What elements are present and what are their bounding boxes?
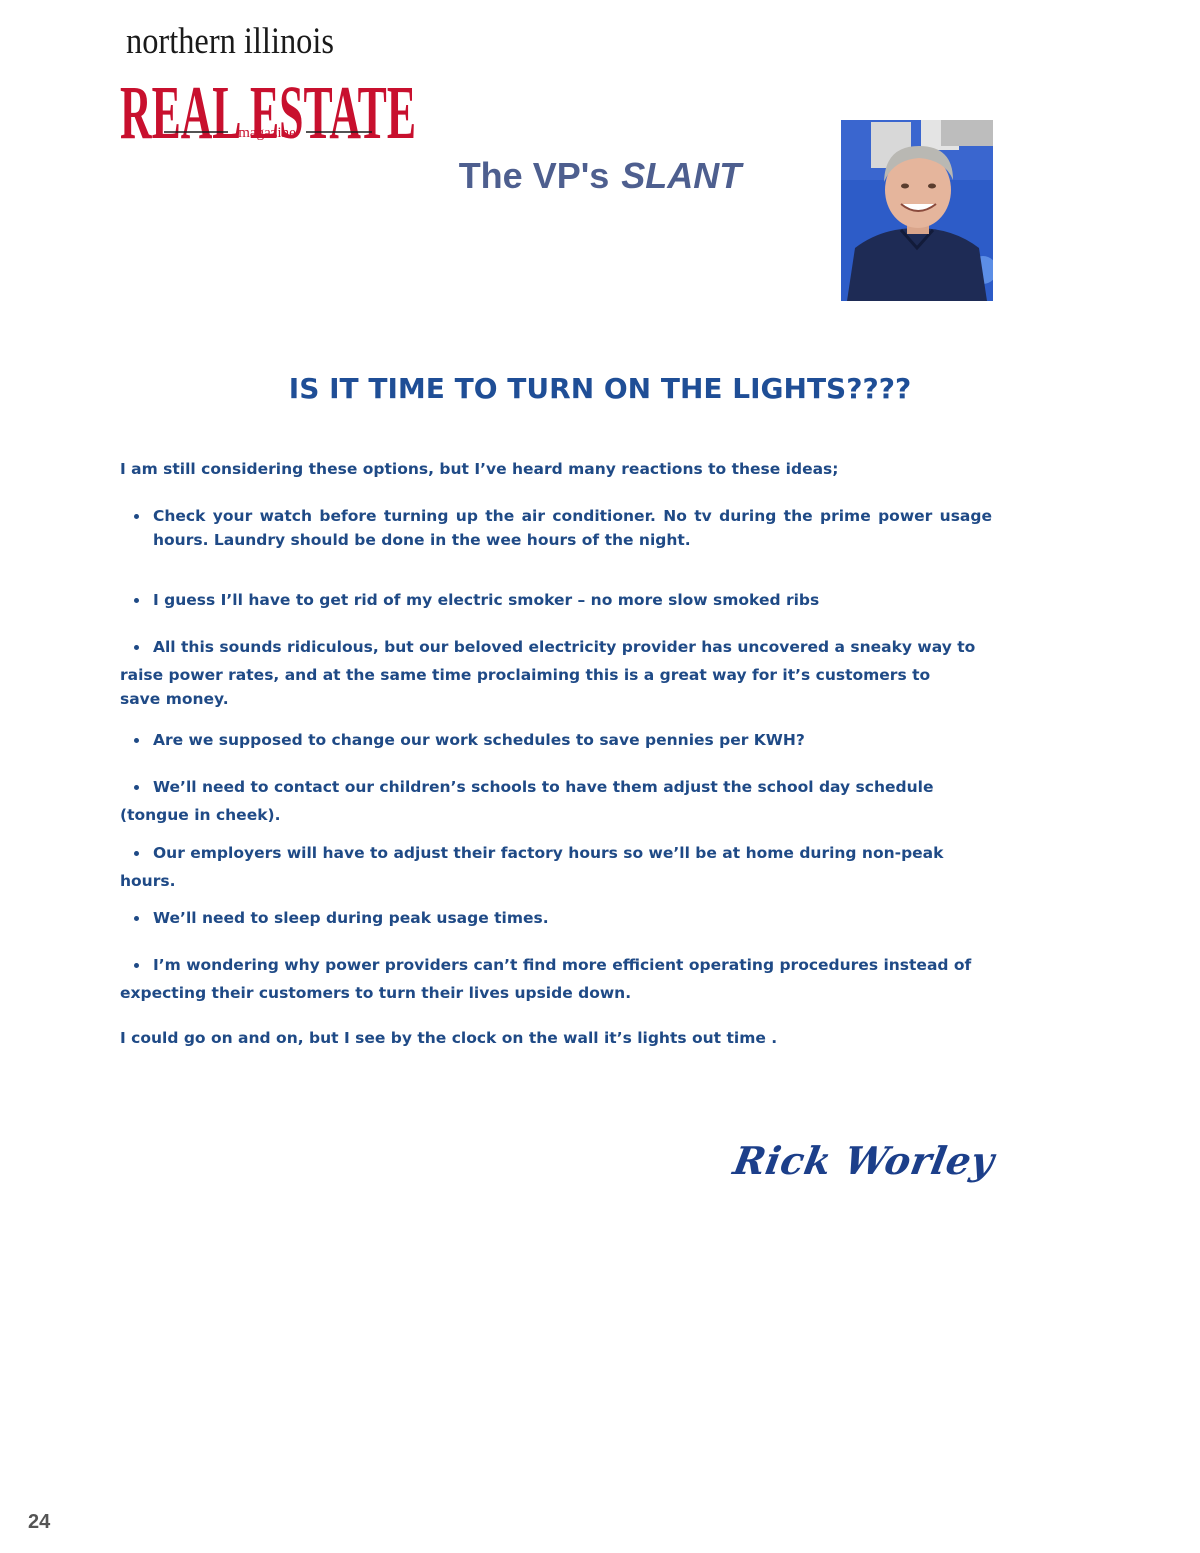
intro-paragraph: I am still considering these options, but I’ve heard many reactions to these ideas; xyxy=(120,460,839,478)
bullet-item-4: Are we supposed to change our work schedules to save pennies per KWH? xyxy=(153,731,805,749)
bullet-item-6-line2: hours. xyxy=(120,872,176,890)
logo-line3: magazine xyxy=(238,125,296,141)
page-number: 24 xyxy=(28,1511,51,1533)
bullet-marker xyxy=(134,963,139,968)
article-headline: IS IT TIME TO TURN ON THE LIGHTS???? xyxy=(288,372,912,405)
author-photo-illustration xyxy=(841,120,993,301)
bullet-item-8-line2: expecting their customers to turn their lives upside down. xyxy=(120,984,632,1002)
logo-line2: REAL ESTATE xyxy=(120,71,416,144)
bullet-marker xyxy=(134,916,139,921)
bullet-marker xyxy=(134,598,139,603)
bullet-item-7: We’ll need to sleep during peak usage times. xyxy=(153,909,549,927)
column-title-text: The VP's xyxy=(458,155,610,196)
bullet-marker xyxy=(134,851,139,856)
closing-paragraph: I could go on and on, but I see by the clock on the wall it’s lights out time . xyxy=(120,1029,778,1047)
bullet-item-3-line2: raise power rates, and at the same time proclaiming this is a great way for it’s customers to xyxy=(120,666,931,684)
author-signature: Rick Worley xyxy=(730,1138,998,1183)
magazine-logo-graphic xyxy=(118,18,418,144)
bullet-item-8-line1: I’m wondering why power providers can’t find more efficient operating procedures instead of xyxy=(153,956,972,974)
column-title xyxy=(400,155,800,197)
magazine-logo xyxy=(118,18,418,144)
author-photo xyxy=(841,120,993,301)
column-title-emphasis: SLANT xyxy=(621,155,742,196)
bullet-marker xyxy=(134,785,139,790)
logo-line1: northern illinois xyxy=(126,21,334,62)
bullet-item-1: Check your watch before turning up the air conditioner. No tv during the prime power usage hours. Laundry should be done in the wee hours of the night. xyxy=(153,507,992,549)
bullet-item-3-line3: save money. xyxy=(120,690,229,708)
bullet-item-2: I guess I’ll have to get rid of my electric smoker – no more slow smoked ribs xyxy=(153,591,820,609)
bullet-marker xyxy=(134,645,139,650)
bullet-item-6-line1: Our employers will have to adjust their factory hours so we’ll be at home during non-peak xyxy=(153,844,944,862)
bullet-marker xyxy=(134,514,139,519)
bullet-item-5-line1: We’ll need to contact our children’s schools to have them adjust the school day schedule xyxy=(153,778,934,796)
bullet-item-5-line2: (tongue in cheek). xyxy=(120,806,281,824)
bullet-marker xyxy=(134,738,139,743)
bullet-item-3-line1: All this sounds ridiculous, but our beloved electricity provider has uncovered a sneaky way to xyxy=(153,638,976,656)
